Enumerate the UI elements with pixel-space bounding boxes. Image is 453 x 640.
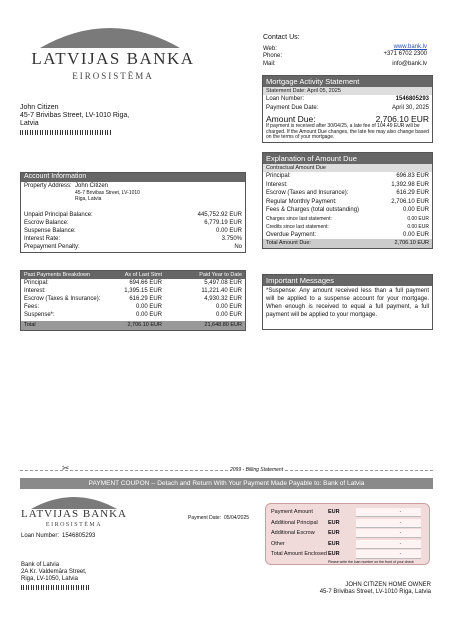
exp-label-principal: Principal:: [266, 173, 291, 179]
exp-value-credits: 0.00 EUR: [407, 224, 429, 230]
bd-last-fees: 0.00 EUR: [135, 304, 162, 310]
bd-ytd-fees: 0.00 EUR: [215, 304, 242, 310]
coupon-loan-number: 1546805293: [62, 533, 96, 539]
bd-last-interest: 1,395.15 EUR: [124, 288, 162, 294]
bd-label-principal: Principal:: [24, 280, 49, 286]
breakdown-box: [20, 270, 246, 331]
field-other-label: Other: [271, 540, 285, 547]
owner-line2: 45-7 Brivibas Street, LV-1010 Riga, Latvia: [319, 589, 431, 595]
contact-web-link[interactable]: www.bank.lv: [393, 44, 427, 50]
statement-title: Mortgage Activity Statement: [263, 76, 432, 87]
messages-body: *Suspense: Any amount received less than a full payment will be applied to a suspense account for your mortgage. When enough is received to equal a full payment, a full payment will be applied to your mortgage.: [266, 288, 429, 318]
field-payment-amount-label: Payment Amount: [271, 509, 313, 515]
bank-address-line3: Riga, LV-1050, Latvia: [21, 576, 78, 582]
breakdown-col-last: As of Last Stmt: [124, 272, 162, 278]
acct-value-prepayment: No: [234, 244, 242, 250]
field-payment-amount-currency: EUR: [328, 509, 340, 515]
property-line2: 45-7 Brivibas Street, LV-1010: [75, 190, 140, 196]
coupon-loan-label: Loan Number:: [21, 533, 60, 539]
field-additional-escrow-currency: EUR: [328, 530, 340, 536]
customer-address-line2: Latvia: [20, 120, 39, 127]
bd-ytd-escrow: 4,930.32 EUR: [204, 296, 242, 302]
breakdown-col-ytd: Paid Year to Date: [199, 272, 242, 278]
field-other[interactable]: [266, 539, 429, 550]
explanation-title: Explanation of Amount Due: [263, 153, 432, 164]
bd-label-escrow: Escrow (Taxes & Insurance):: [24, 296, 101, 302]
bank-logo-dome: [35, 20, 185, 50]
customer-name: John Citizen: [20, 104, 59, 111]
explanation-box: [262, 152, 433, 249]
coupon-payment-date-label: Payment Date:: [188, 515, 222, 521]
scissors-icon: ✂: [62, 463, 70, 473]
messages-title: Important Messages: [263, 275, 432, 286]
contact-phone-value: +371 6702 2300: [383, 51, 427, 57]
bd-last-suspense: 0.00 EUR: [135, 312, 162, 318]
breakdown-header: [21, 271, 245, 279]
bd-total-last: 2,706.10 EUR: [127, 322, 162, 328]
exp-label-escrow: Escrow (Taxes and Insurance):: [266, 190, 349, 196]
coupon-footnote: Please write the loan number on the front of your check: [328, 560, 414, 564]
exp-value-regular: 2,706.10 EUR: [391, 198, 429, 205]
exp-label-credits: Credits since last statement:: [266, 224, 329, 230]
bank-address-line2: 2A Kr. Valdemāra Street,: [21, 569, 87, 575]
field-additional-escrow-label: Additional Escrow: [271, 530, 315, 536]
acct-label-rate: Interest Rate:: [24, 236, 61, 242]
explanation-subheader: Contractual Amount Due: [263, 164, 432, 172]
property-line3: Riga, Latvia: [75, 196, 102, 202]
payment-due-value: April 30, 2025: [391, 105, 429, 111]
bd-ytd-suspense: 0.00 EUR: [215, 312, 242, 318]
contact-phone-label: Phone:: [263, 53, 283, 59]
bd-label-interest: Interest:: [24, 288, 46, 294]
field-total-enclosed-input[interactable]: [356, 550, 421, 559]
bank-address-line1: Bank of Latvia: [21, 562, 60, 568]
bank-logo-subtitle: EIROSISTĒMA: [72, 71, 154, 81]
loan-number-value: 1546805293: [395, 96, 429, 102]
acct-label-escrow: Escrow Balance:: [24, 220, 69, 226]
exp-label-interest: Interest:: [266, 181, 288, 188]
field-other-input[interactable]: [356, 540, 421, 549]
breakdown-total-bar: [21, 321, 245, 330]
exp-value-escrow: 616.29 EUR: [396, 190, 429, 196]
contact-web-label: Web:: [263, 46, 277, 52]
coupon-payment-date: 05/04/2025: [224, 515, 250, 521]
field-additional-principal[interactable]: [266, 518, 429, 529]
field-additional-principal-currency: EUR: [328, 519, 340, 526]
contact-mail-value[interactable]: info@bank.lv: [392, 61, 427, 67]
messages-box: [262, 274, 433, 330]
exp-value-fees: 0.00 EUR: [402, 207, 429, 213]
exp-label-regular: Regular Monthly Payment:: [266, 198, 337, 205]
explanation-total-bar: [263, 239, 432, 248]
exp-value-principal: 696.83 EUR: [396, 173, 429, 179]
acct-label-suspense: Suspense Balance:: [24, 228, 76, 234]
exp-value-charges: 0.00 EUR: [407, 216, 429, 222]
loan-number-label: Loan Number:: [266, 96, 305, 102]
acct-value-rate: 3.750%: [221, 236, 242, 242]
field-additional-escrow[interactable]: [266, 528, 429, 539]
property-line1: John Citizen: [75, 183, 109, 189]
bd-label-fees: Fees:: [24, 304, 40, 310]
bd-last-principal: 694.66 EUR: [129, 280, 162, 286]
detach-line: [20, 470, 433, 471]
payment-form-box: [265, 503, 430, 565]
field-additional-escrow-input[interactable]: [356, 529, 421, 538]
field-payment-amount[interactable]: [266, 507, 429, 518]
field-total-enclosed[interactable]: [266, 549, 429, 560]
amount-due-label: Amount Due:: [266, 114, 316, 124]
owner-line1: JOHN CITIZEN HOME OWNER: [345, 582, 431, 588]
field-additional-principal-input[interactable]: [356, 519, 421, 528]
field-additional-principal-label: Additional Principal: [271, 519, 318, 526]
acct-value-suspense: 0.00 EUR: [215, 228, 242, 234]
acct-label-principal: Unpaid Principal Balance:: [24, 212, 93, 218]
payment-due-label: Payment Due Date:: [266, 105, 319, 111]
bd-ytd-principal: 5,497.08 EUR: [204, 280, 242, 286]
acct-value-escrow: 6,779.19 EUR: [204, 220, 242, 226]
bd-total-ytd: 21,648.80 EUR: [204, 322, 242, 328]
bd-total-label: Total: [24, 322, 36, 328]
exp-total-label: Total Amount Due:: [266, 240, 311, 246]
field-total-enclosed-label: Total Amount Enclosed: [271, 551, 327, 557]
account-box: [20, 172, 246, 253]
coupon-logo-name: LATVIJAS BANKA: [21, 508, 127, 520]
bd-last-escrow: 616.29 EUR: [129, 296, 162, 302]
account-title: Account Information: [21, 173, 245, 182]
exp-value-overdue: 0.00 EUR: [402, 231, 429, 238]
acct-label-prepayment: Prepayment Penalty:: [24, 244, 80, 250]
late-fee-note: If payment is received after 30/04/25, a late fee of 104.49 EUR will be charged. If the Amount Due changes, the late fee may also change based on the terms of your mortgage.: [266, 123, 429, 140]
contact-mail-label: Mail:: [263, 61, 276, 67]
property-address-label: Property Address:: [24, 183, 72, 189]
customer-address-line1: 45-7 Brivibas Street, LV-1010 Riga,: [20, 112, 130, 119]
exp-label-charges: Charges since last statement:: [266, 216, 332, 222]
exp-total-value: 2,706.10 EUR: [394, 240, 429, 246]
detach-note: 2099 - Billing Statement: [230, 467, 284, 473]
bd-ytd-interest: 11,221.40 EUR: [201, 288, 242, 294]
address-barcode: [20, 130, 112, 135]
exp-label-fees: Fees & Charges (total outstanding): [266, 207, 360, 213]
bd-label-suspense: Suspense*:: [24, 312, 55, 318]
breakdown-title: Past Payments Breakdown: [24, 272, 91, 278]
coupon-logo-subtitle: EIROSISTĒMA: [45, 522, 103, 528]
exp-label-overdue: Overdue Payment:: [266, 231, 317, 238]
bank-logo-name: LATVIJAS BANKA: [31, 49, 195, 68]
field-payment-amount-input[interactable]: [356, 508, 421, 517]
contact-title: Contact Us:: [263, 34, 300, 41]
statement-box: [262, 75, 433, 143]
statement-date: Statement Date: April 05, 2025: [263, 87, 432, 95]
bank-address-barcode: [21, 585, 91, 590]
exp-value-interest: 1,392.98 EUR: [391, 181, 429, 188]
acct-value-principal: 445,752.92 EUR: [197, 212, 242, 218]
field-total-enclosed-currency: EUR: [328, 551, 340, 557]
field-other-currency: EUR: [328, 540, 340, 547]
coupon-banner: PAYMENT COUPON -- Detach and Return With Your Payment Made Payable to: Bank of Latvia: [20, 478, 433, 489]
amount-due-value: 2,706.10 EUR: [375, 114, 429, 124]
